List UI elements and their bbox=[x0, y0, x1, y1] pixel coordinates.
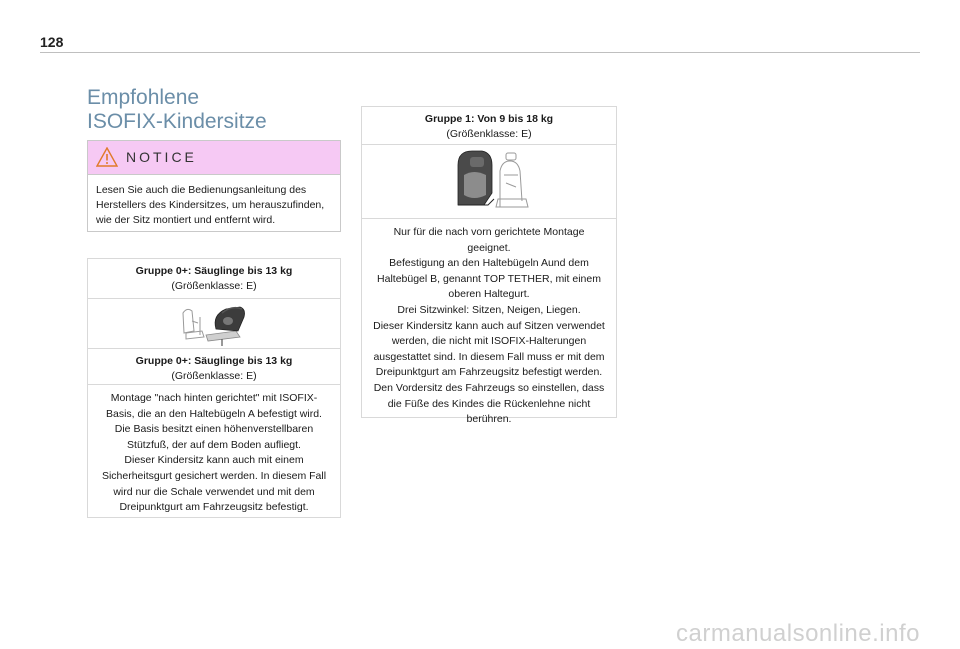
group0-header-title: Gruppe 0+: Säuglinge bis 13 kg bbox=[135, 265, 293, 277]
group0-subheader bbox=[88, 349, 340, 385]
group1-image-cell bbox=[362, 145, 616, 219]
group0-desc-3: Dieser Kindersitz kann auch mit einem Sicherheitsgurt gesichert werden. In diesem Fall wird nur die Schale verwendet und mit dem Dreipunktgurt am Fahrzeugsitz befestigt. bbox=[101, 454, 327, 514]
group1-desc-1: Nur für die nach vorn gerichtete Montage geeignet. bbox=[393, 226, 585, 254]
forward-facing-child-seat-icon bbox=[362, 145, 618, 217]
notice-text: Lesen Sie auch die Bedienungsanleitung des Herstellers des Kindersitzes, um herauszufinden, wie der Sitz montiert und entfernt wird. bbox=[96, 184, 325, 226]
group1-desc-5: Den Vordersitz des Fahrzeugs so einstellen, dass die Füße des Kindes die Rückenlehne nicht berühren. bbox=[373, 381, 605, 426]
group0-description bbox=[88, 385, 340, 522]
group0-desc-2: Die Basis besitzt einen höhenverstellbaren Stützfuß, der auf dem Boden aufliegt. bbox=[114, 423, 314, 451]
group0-subheader-title: Gruppe 0+: Säuglinge bis 13 kg bbox=[135, 355, 293, 367]
group0-image-cell bbox=[88, 299, 340, 349]
group1-header bbox=[362, 107, 616, 145]
group1-header-size: (Größenklasse: E) bbox=[446, 128, 532, 140]
group0-subheader-size: (Größenklasse: E) bbox=[171, 370, 257, 382]
notice-box bbox=[87, 140, 341, 232]
title-line-2: ISOFIX-Kindersitze bbox=[87, 110, 267, 133]
group0-table bbox=[87, 258, 341, 518]
group1-header-title: Gruppe 1: Von 9 bis 18 kg bbox=[424, 113, 554, 125]
infant-carrier-isofix-base-icon bbox=[88, 299, 342, 347]
header-divider bbox=[40, 52, 920, 53]
group0-header-size: (Größenklasse: E) bbox=[171, 280, 257, 292]
group0-header bbox=[88, 259, 340, 299]
notice-header bbox=[88, 141, 340, 175]
warning-icon bbox=[96, 147, 118, 167]
page-title bbox=[87, 86, 337, 134]
watermark: carmanualsonline.info bbox=[676, 620, 920, 647]
group1-description bbox=[362, 219, 616, 434]
group0-desc-1: Montage "nach hinten gerichtet" mit ISOFIX-Basis, die an den Haltebügeln A befestigt wird. bbox=[106, 392, 322, 420]
group1-desc-4: Dieser Kindersitz kann auch auf Sitzen verwendet werden, die nicht mit ISOFIX-Halterungen ausgestattet sind. In diesem Fall muss er mit dem Dreipunktgurt am Fahrzeugsitz befestigt werden. bbox=[373, 319, 605, 379]
title-line-1: Empfohlene bbox=[87, 86, 200, 109]
notice-title: NOTICE bbox=[126, 149, 197, 165]
page-number: 128 bbox=[40, 34, 64, 50]
group1-desc-3: Drei Sitzwinkel: Sitzen, Neigen, Liegen. bbox=[397, 303, 581, 316]
group1-desc-2: Befestigung an den Haltebügeln Aund dem Haltebügel B, genannt TOP TETHER, mit einem oberen Haltegurt. bbox=[377, 257, 601, 301]
group1-table bbox=[361, 106, 617, 426]
